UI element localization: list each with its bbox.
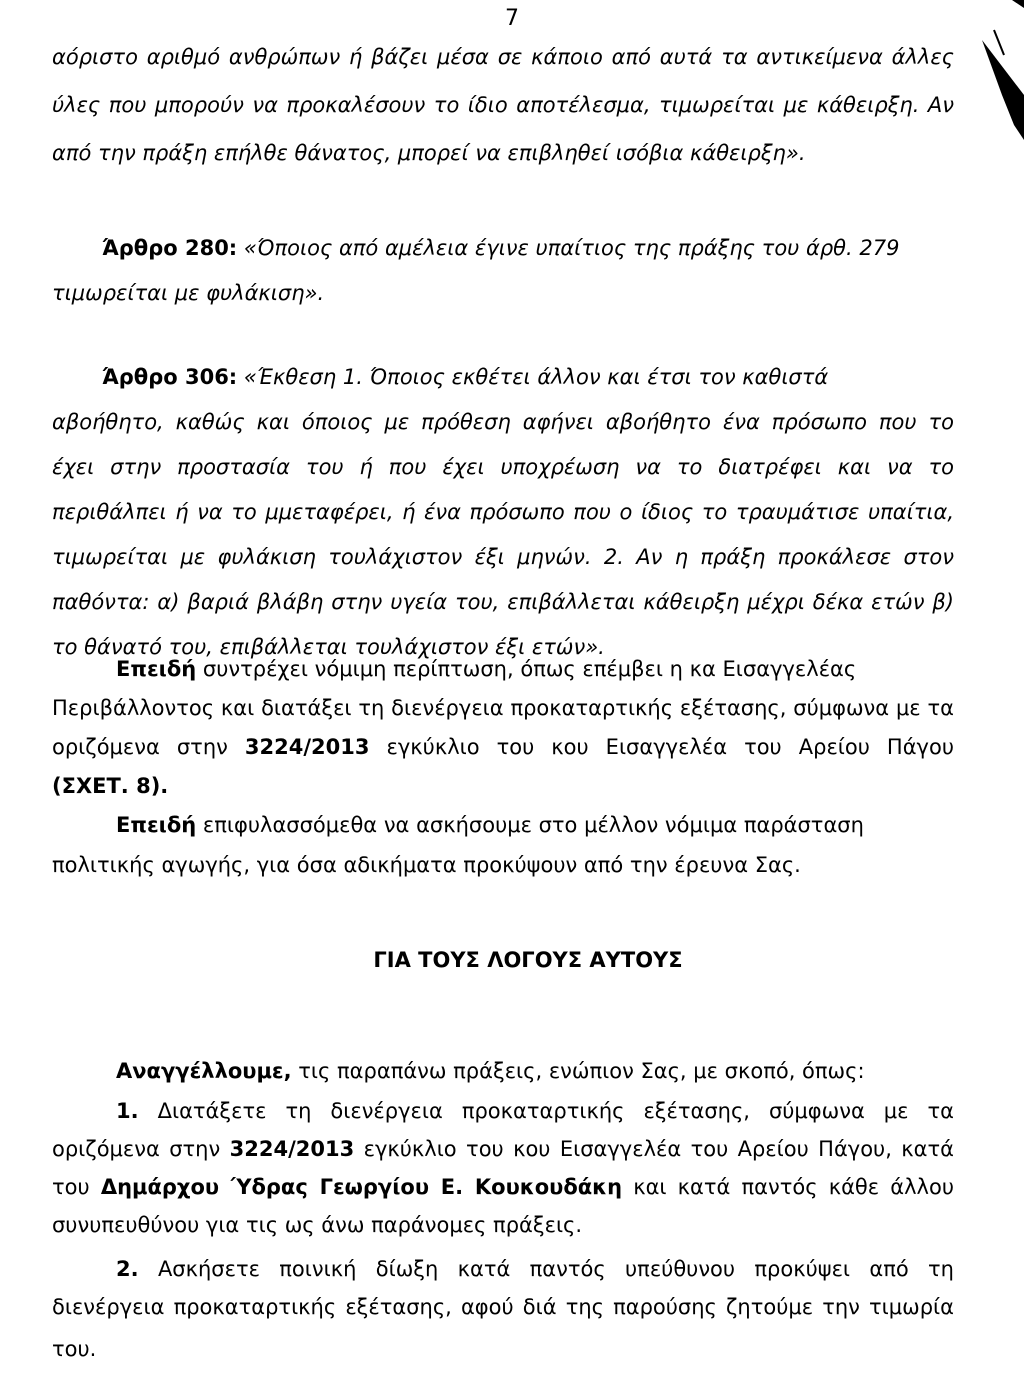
text-line: οριζόμενα στην — [52, 735, 228, 759]
section-heading: ΓΙΑ ΤΟΥΣ ΛΟΓΟΥΣ ΑΥΤΟΥΣ — [373, 948, 683, 972]
item-number: 2. — [116, 1257, 139, 1281]
text-line: του. — [52, 1337, 97, 1361]
text-line: τις παραπάνω πράξεις, ενώπιον Σας, με σκοπό, όπως: — [298, 1059, 865, 1083]
mayor-name: Δημάρχου Ύδρας Γεωργίου Ε. Κουκουδάκη — [100, 1175, 623, 1199]
scan-edge-mark — [964, 0, 1024, 140]
article-label: Άρθρο 306: — [102, 365, 238, 389]
page-number: 7 — [505, 6, 519, 31]
text-line: συντρέχει νόμιμη περίπτωση, όπως επέμβει η κα Εισαγγελέας — [202, 657, 857, 681]
text-line: από την πράξη επήλθε θάνατος, μπορεί να επιβληθεί ισόβια κάθειρξη». — [52, 141, 806, 165]
text-line: τιμωρείται με φυλάκιση τουλάχιστον έξι μηνών. 2. Αν η πράξη προκάλεσε στον — [52, 545, 954, 569]
announce-label: Αναγγέλλουμε, — [116, 1059, 292, 1083]
text-line: διενέργεια προκαταρτικής εξέτασης, αφού διά της παρούσης ζητούμε την τιμωρία — [52, 1295, 954, 1319]
circular-number: 3224/2013 — [229, 1137, 355, 1161]
text-line: το θάνατό του, επιβάλλεται τουλάχιστον έξι ετών». — [52, 635, 605, 659]
text-line: «Όποιος από αμέλεια έγινε υπαίτιος της πράξης του άρθ. 279 — [243, 236, 900, 260]
text-line: Διατάξετε τη διενέργεια προκαταρτικής εξέτασης, σύμφωνα με τα — [157, 1099, 954, 1123]
whereas-label: Επειδή — [116, 813, 197, 837]
text-line: συνυπευθύνου για τις ως άνω παράνομες πράξεις. — [52, 1213, 583, 1237]
item-number: 1. — [116, 1099, 139, 1123]
text-line: οριζόμενα στην — [52, 1137, 221, 1161]
text-line: και κατά παντός κάθε άλλου — [633, 1175, 954, 1199]
circular-number: 3224/2013 — [244, 735, 370, 759]
text-line: εγκύκλιο του κου Εισαγγελέα του Αρείου Πάγου, κατά — [363, 1137, 954, 1161]
reference-label: (ΣΧΕΤ. 8). — [52, 774, 169, 798]
text-line: αβοήθητο, καθώς και όποιος με πρόθεση αφήνει αβοήθητο ένα πρόσωπο που το — [52, 410, 954, 434]
text-line: του — [52, 1175, 90, 1199]
text-line: Ασκήσετε ποινική δίωξη κατά παντός υπεύθυνου προκύψει από τη — [157, 1257, 954, 1281]
text-line: επιφυλασσόμεθα να ασκήσουμε στο μέλλον νόμιμα παράσταση — [202, 813, 864, 837]
text-line: τιμωρείται με φυλάκιση». — [52, 281, 325, 305]
article-label: Άρθρο 280: — [102, 236, 238, 260]
text-line: έχει στην προστασία του ή που έχει υποχρέωση να το διατρέφει και να το — [52, 455, 954, 479]
text-line: Περιβάλλοντος και διατάξει τη διενέργεια προκαταρτικής εξέτασης, σύμφωνα με τα — [52, 696, 954, 720]
whereas-label: Επειδή — [116, 657, 197, 681]
text-line: εγκύκλιο του κου Εισαγγελέα του Αρείου Πάγου — [386, 735, 954, 759]
text-line: παθόντα: α) βαριά βλάβη στην υγεία του, επιβάλλεται κάθειρξη μέχρι δέκα ετών β) — [52, 590, 954, 614]
text-line: περιθάλπει ή να το μμεταφέρει, ή ένα πρόσωπο που ο ίδιος το τραυμάτισε υπαίτια, — [52, 500, 954, 524]
text-line: πολιτικής αγωγής, για όσα αδικήματα προκύψουν από την έρευνα Σας. — [52, 853, 801, 877]
text-line: ύλες που μπορούν να προκαλέσουν το ίδιο αποτέλεσμα, τιμωρείται με κάθειρξη. Αν — [52, 93, 954, 117]
text-line: αόριστο αριθμό ανθρώπων ή βάζει μέσα σε κάποιο από αυτά τα αντικείμενα άλλες — [52, 45, 954, 69]
text-line: «Έκθεση 1. Όποιος εκθέτει άλλον και έτσι τον καθιστά — [243, 365, 829, 389]
